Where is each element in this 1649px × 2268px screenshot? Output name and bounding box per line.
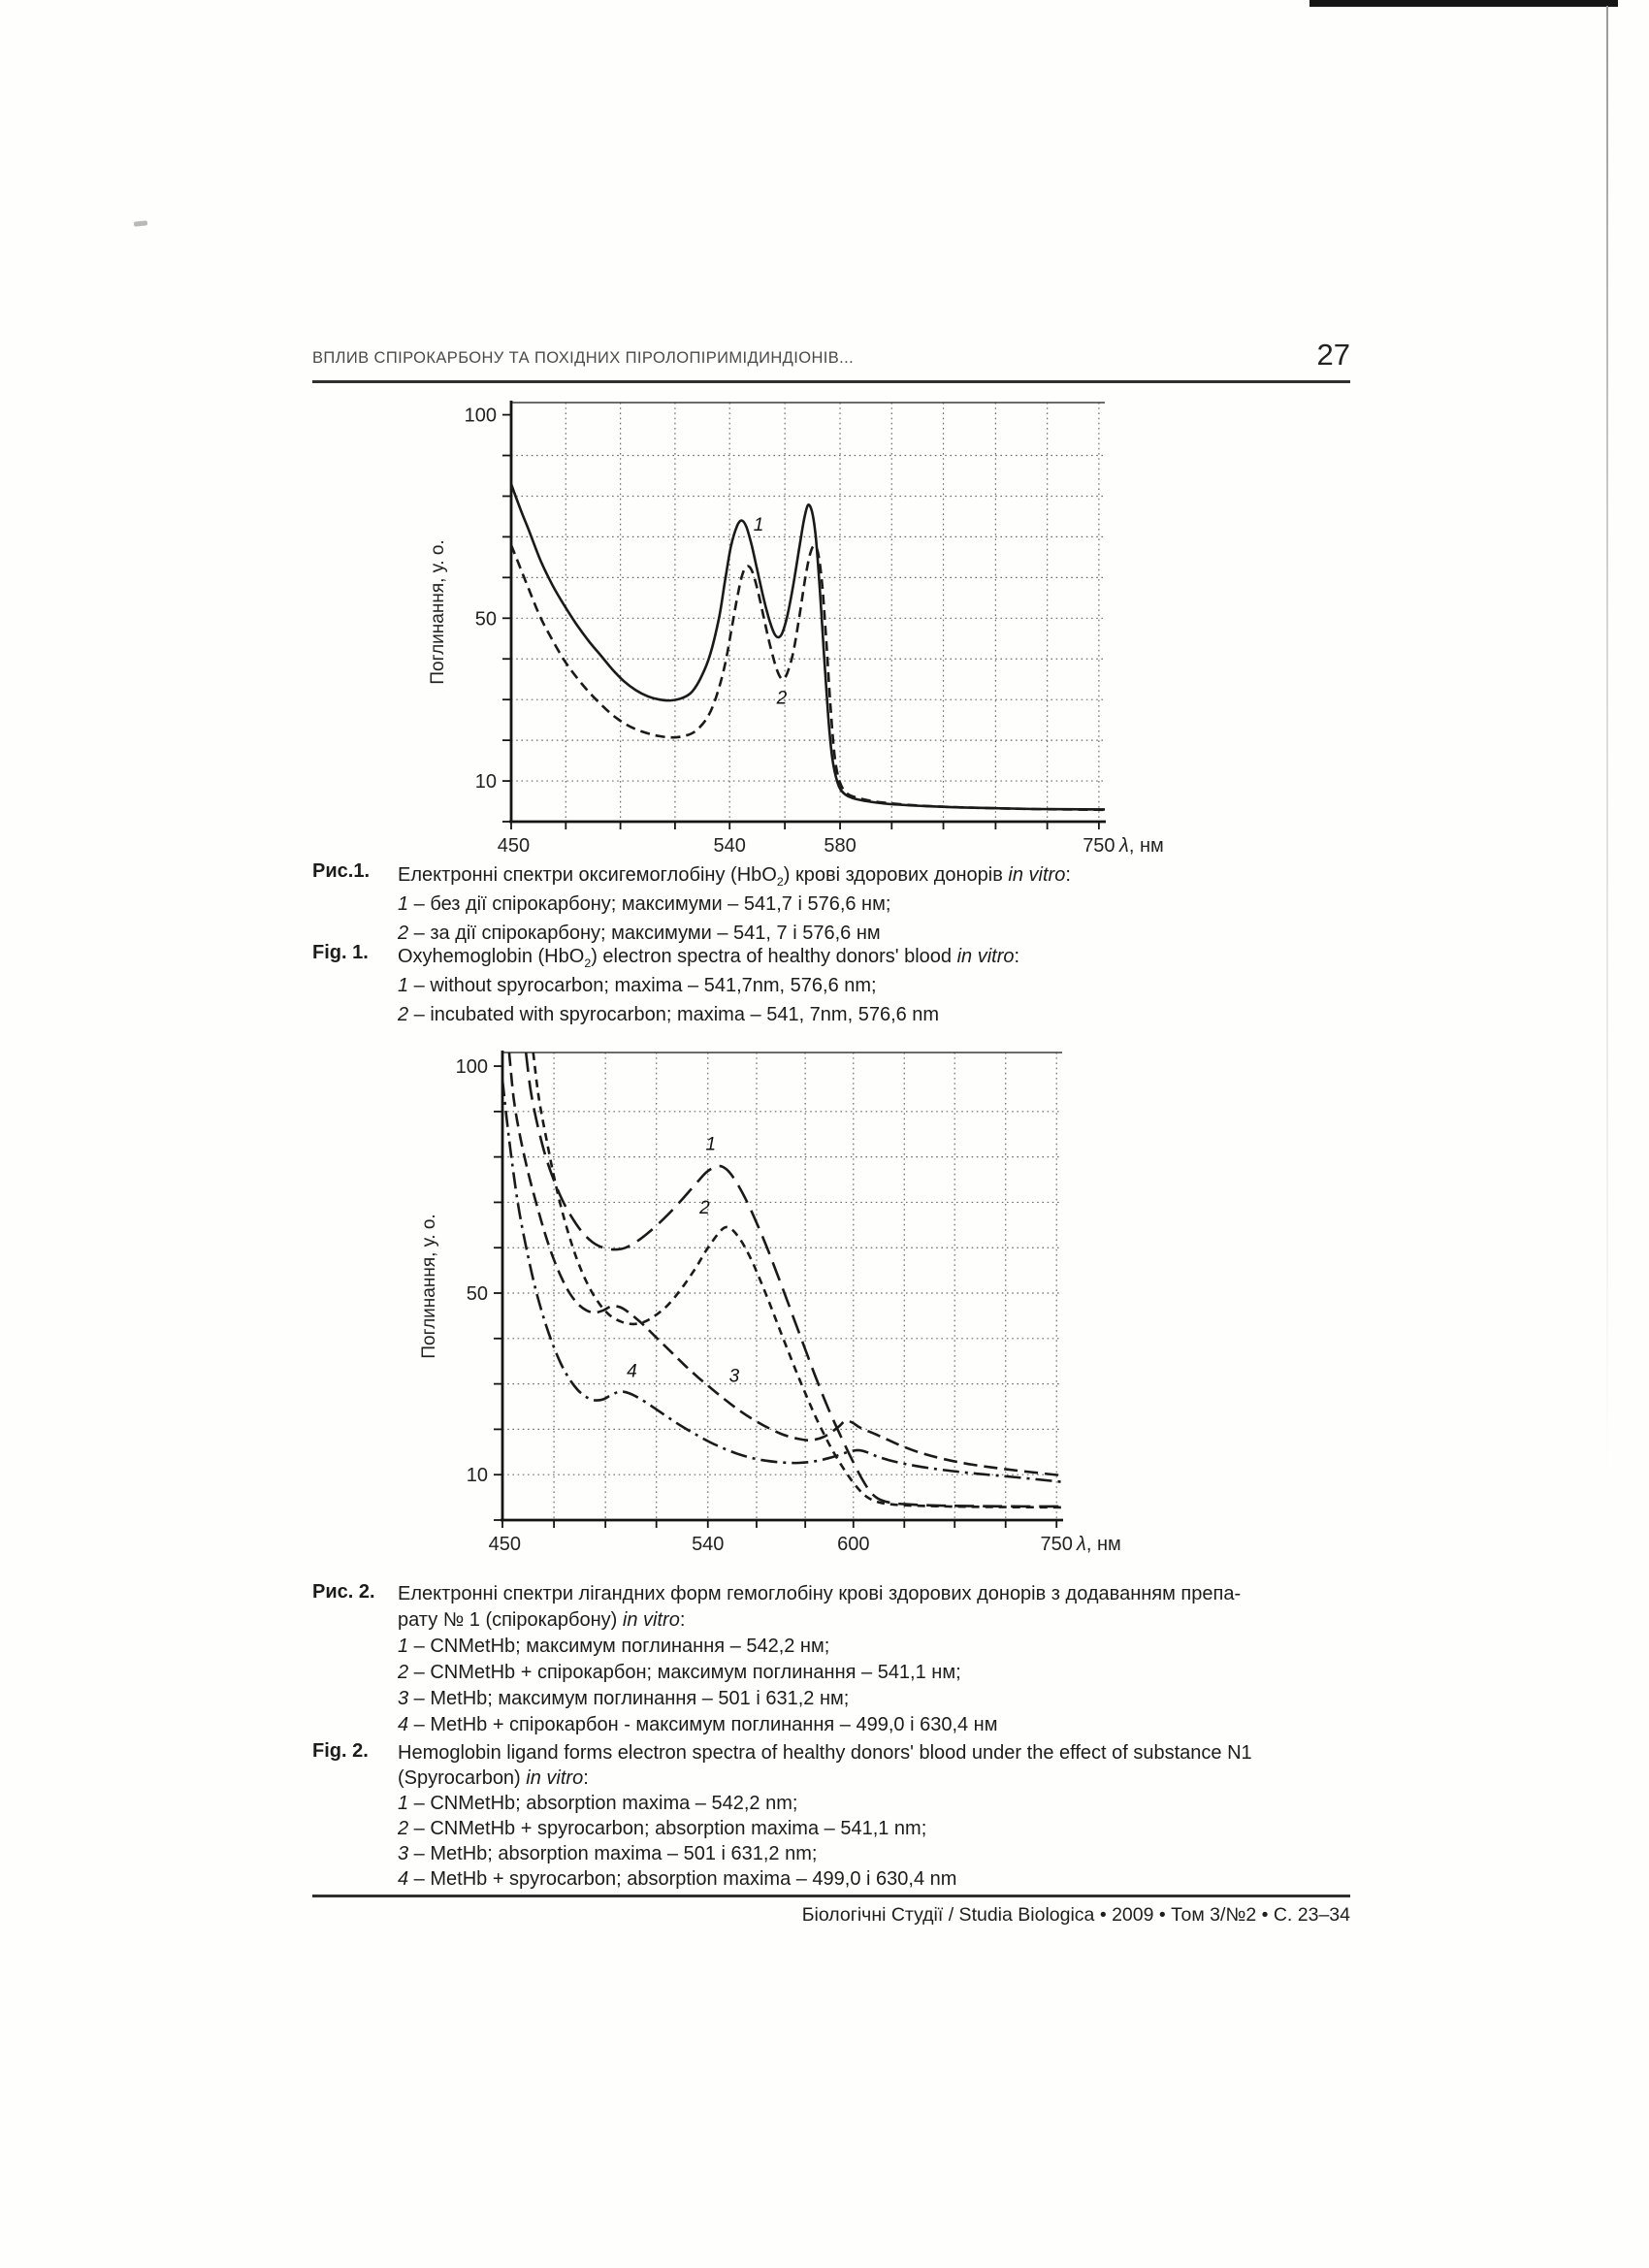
x-tick-label: 540	[692, 1534, 725, 1555]
caption-line: 3 – MetHb; absorption maxima – 501 i 631,2 nm;	[398, 1843, 818, 1864]
tick-marks	[494, 1066, 1056, 1528]
caption-line: 4 – MetHb + спірокарбон - максимум поглинання – 499,0 і 630,4 нм	[398, 1714, 998, 1735]
caption-line: 2 – CNMetHb + спірокарбон; максимум поглинання – 541,1 нм;	[398, 1662, 961, 1683]
figure1-chart	[417, 393, 1203, 863]
footer-rule	[312, 1895, 1350, 1897]
x-tick-label: 450	[497, 835, 531, 857]
caption-line: 2 – CNMetHb + spyrocarbon; absorption maxima – 541,1 nm;	[398, 1818, 927, 1839]
series-line-1	[511, 484, 1105, 810]
curve-label-2: 2	[699, 1198, 710, 1219]
header-rule	[312, 380, 1350, 383]
journal-footer: Біологічні Студії / Studia Biologica • 2009 • Том 3/№2 • С. 23–34	[801, 1904, 1350, 1926]
x-tick-label: 750	[1040, 1534, 1073, 1555]
series-line-1	[526, 1053, 1062, 1507]
x-tick-label: 540	[713, 835, 746, 857]
caption-line: 2 – за дії спірокарбону; максимуми – 541, 7 і 576,6 нм	[398, 923, 881, 944]
series-line-3	[509, 1053, 1062, 1475]
y-axis-label: Поглинання, у. о.	[419, 1214, 439, 1359]
series-line-2	[511, 545, 1105, 810]
page-number: 27	[1316, 338, 1350, 372]
axes	[501, 1051, 1063, 1521]
figure2-label-ua: Рис. 2.	[312, 1581, 375, 1603]
figure2-caption-en	[312, 1740, 1370, 1892]
caption-line: Oxyhemoglobin (HbO$_2$) electron spectra of healthy donors' blood in vitro:	[398, 946, 1020, 970]
y-tick-label: 10	[466, 1465, 488, 1487]
caption-line: 2 – incubated with spyrocarbon; maxima – 541, 7nm, 576,6 nm	[398, 1004, 940, 1025]
caption-line: Hemoglobin ligand forms electron spectra of healthy donors' blood under the effect of substance N1	[398, 1742, 1252, 1764]
caption-line: 3 – MetHb; максимум поглинання – 501 і 631,2 нм;	[398, 1688, 850, 1709]
curve-label-4: 4	[627, 1361, 637, 1382]
figure1-label-en: Fig. 1.	[312, 942, 369, 963]
x-tick-label: 600	[837, 1534, 870, 1555]
tick-marks	[502, 415, 1099, 829]
figure1-label-ua: Рис.1.	[312, 860, 370, 882]
y-tick-label: 50	[466, 1283, 488, 1306]
caption-line: 1 – CNMetHb; absorption maxima – 542,2 nm;	[398, 1793, 798, 1814]
figure1-caption-ua	[312, 860, 1370, 948]
figure1-caption-en	[312, 942, 1370, 1029]
caption-line: 1 – without spyrocarbon; maxima – 541,7nm, 576,6 nm;	[398, 975, 877, 996]
y-tick-label: 100	[464, 405, 497, 427]
x-axis-label: λ, нм	[1077, 1534, 1121, 1555]
caption-line: 4 – MetHb + spyrocarbon; absorption maxima – 499,0 i 630,4 nm	[398, 1868, 957, 1890]
caption-line: Електронні спектри оксигемоглобіну (HbO$_2$) крові здорових донорів in vitro:	[398, 864, 1071, 889]
x-axis-label: λ, нм	[1119, 835, 1164, 857]
x-tick-label: 450	[488, 1534, 521, 1555]
y-tick-label: 50	[474, 608, 497, 631]
caption-line: Електронні спектри лігандних форм гемоглобіну крові здорових донорів з додаванням препа-	[398, 1583, 1242, 1604]
figure2-chart	[412, 1043, 1149, 1557]
caption-line: 1 – CNMetHb; максимум поглинання – 542,2 нм;	[398, 1636, 830, 1657]
figure1-caption-ua-lines	[398, 860, 1370, 948]
figure2-caption-ua-lines	[398, 1581, 1370, 1738]
curve-label-1: 1	[705, 1134, 717, 1155]
caption-line: рату № 1 (спірокарбону) in vitro:	[398, 1609, 686, 1631]
figure2-caption-ua	[312, 1581, 1370, 1738]
gridlines	[502, 1053, 1062, 1520]
curve-label-2: 2	[776, 688, 788, 709]
gridlines	[511, 403, 1105, 822]
x-tick-label: 750	[1083, 835, 1116, 857]
y-axis-label: Поглинання, у. о.	[428, 539, 448, 685]
curve-label-1: 1	[753, 515, 764, 536]
scan-artifact-top-bar	[1310, 0, 1618, 7]
figure2-label-en: Fig. 2.	[312, 1740, 369, 1762]
figure2-caption-en-lines	[398, 1740, 1370, 1892]
scan-artifact-page-edge	[1606, 6, 1608, 1480]
x-tick-label: 580	[824, 835, 857, 857]
series-group	[502, 1053, 1062, 1507]
y-tick-label: 100	[455, 1056, 488, 1079]
series-group	[511, 484, 1105, 810]
caption-line: 1 – без дії спірокарбону; максимуми – 541,7 і 576,6 нм;	[398, 893, 891, 915]
scan-artifact-speck	[134, 220, 147, 226]
tick-labels	[428, 405, 1164, 857]
caption-line: (Spyrocarbon) in vitro:	[398, 1767, 589, 1789]
figure1-caption-en-lines	[398, 942, 1370, 1029]
running-head: ВПЛИВ СПІРОКАРБОНУ ТА ПОХІДНИХ ПІРОЛОПІРИМІДИНДІОНІВ...	[312, 349, 855, 367]
y-tick-label: 10	[474, 771, 497, 794]
axes	[509, 401, 1106, 823]
curve-label-3: 3	[728, 1366, 740, 1387]
